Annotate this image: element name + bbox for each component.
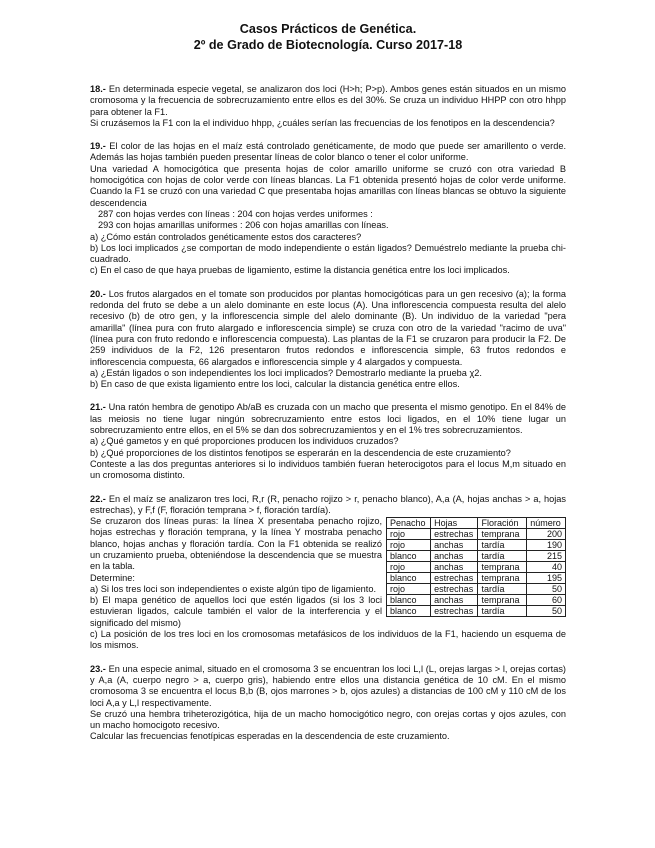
question-part-a: a) ¿Cómo están controlados genéticamente estos dos caracteres? [90,231,362,242]
data-line: 287 con hojas verdes con líneas : 204 con hojas verdes uniformes : [98,208,373,219]
table-cell: rojo [387,529,431,540]
data-line: 293 con hojas amarillas uniformes : 206 con hojas amarillas con líneas. [98,220,389,231]
table-cell: 60 [527,595,566,606]
table-row [387,606,566,617]
question-20 [90,289,566,391]
column-header: Floración [478,518,527,529]
table-cell: 40 [527,562,566,573]
question-part-a: a) ¿Qué gametos y en qué proporciones producen los individuos cruzados? [90,436,399,447]
table-row [387,595,566,606]
question-text: Una ratón hembra de genotipo Ab/aB es cruzada con un macho que presenta el mismo genotipo. En el 84% de las meiosis no tiene lugar ningún sobrecruzamiento entre estos loci ligados, en el 10% tiene lugar un sobrecruzamiento entre ellos, en el 5% se dan dos sobrecruzamientos y en el 1% tres sobrecruzamientos. [90,402,566,436]
question-text: Los frutos alargados en el tomate son producidos por plantas homocigóticas para un gen recesivo (a); la forma redonda del fruto se debe a un alelo dominante en este locus (A). Una inflorescencia compuesta resulta del alelo recesivo (b) de otro gen, y la inflorescencia simple del alelo dominante (B). Un individuo de la variedad "pera amarilla" (línea pura con fruto alargado e inflorescencia simple) se cruza con otro de la variedad "racimo de uva" (línea pura con fruto redondo e inflorescencia compuesta). Las plantas de la F1 se cruzaron para producir la F2. De 259 individuos de la F2, 126 presentaron frutos redondos e inflorescencia simple, 63 frutos redondos e inflorescencia compuesta, 66 alargados e inflorescencia simple y 4 alargados y compuesta. [90,288,566,367]
question-part-b: b) En caso de que exista ligamiento entre los loci, calcular la distancia genética entre ellos. [90,379,460,390]
table-cell: temprana [478,562,527,573]
question-part-c: c) En el caso de que haya pruebas de ligamiento, estime la distancia genética entre los loci implicados. [90,265,510,276]
table-cell: rojo [387,562,431,573]
table-cell: rojo [387,540,431,551]
page-title: Casos Prácticos de Genética. [239,22,417,36]
question-22-body [90,516,566,629]
table-cell: temprana [478,573,527,584]
question-paragraph: Se cruzó una hembra triheterozigótica, hija de un macho homocigótico negro, con orejas cortas y ojos azules, con un macho homocigoto recesivo. [90,708,566,731]
question-21 [90,402,566,481]
table-cell: anchas [431,551,478,562]
question-number: 22.- [90,493,106,504]
question-part-b: b) El mapa genético de aquellos loci que estén ligados (si los 3 loci estuvieran ligados, calcule también el valor de la interferencia y el significado del mismo) [90,595,382,628]
question-number: 20.- [90,288,106,299]
table-cell: blanco [387,595,431,606]
question-text: En el maíz se analizaron tres loci, R,r (R, penacho rojizo > r, penacho blanco), A,a (A, hojas anchas > a, hojas estrechas), y F,f (F, floración temprana > f, floración tardía). [90,493,566,515]
table-cell: 50 [527,606,566,617]
question-22 [90,494,566,652]
table-row [387,529,566,540]
table-cell: blanco [387,551,431,562]
table-cell: temprana [478,595,527,606]
question-part-a: a) ¿Están ligados o son independientes los loci implicados? Demostrarlo mediante la prueba χ2. [90,367,482,378]
question-text: El color de las hojas en el maíz está controlado genéticamente, de modo que puede ser amarillento o verde. Además las hojas también pueden presentar líneas de color blanco o tener el color uniforme. [90,141,566,163]
table-row [387,573,566,584]
question-part-a: a) Si los tres loci son independientes o existe algún tipo de ligamiento. [90,583,377,594]
question-paragraph: Una variedad A homocigótica que presenta hojas de color amarillo uniforme se cruzó con otra variedad B homocigótica con hojas de color verde con líneas blancas. La F1 obtenida presentó hojas de color verde uniforme. Cuando la F1 se cruzó con una variedad C que presentaba hojas amarillas con líneas blancas se obtuvo la siguiente descendencia [90,163,566,208]
question-prompt: Calcular las frecuencias fenotípicas esperadas en la descendencia de este cruzamiento. [90,731,450,742]
document-page [90,22,566,755]
question-part-c: c) La posición de los tres loci en los cromosomas metafásicos de los individuos de la F1, haciendo un esquema de los mismos. [90,629,566,651]
table-cell: tardía [478,606,527,617]
question-number: 19.- [90,141,106,152]
title-block [90,22,566,53]
table-cell: tardía [478,584,527,595]
question-part-c: Conteste a las dos preguntas anteriores si lo individuos también fueran heterocigotos para el locus M,m situado en un cromosoma distinto. [90,458,566,481]
table-cell: tardía [478,540,527,551]
table-row [387,551,566,562]
table-cell: estrechas [431,584,478,595]
column-header: Hojas [431,518,478,529]
table-cell: 50 [527,584,566,595]
table-cell: 190 [527,540,566,551]
table-cell: 215 [527,551,566,562]
question-number: 23.- [90,663,106,674]
table-cell: anchas [431,562,478,573]
question-19 [90,141,566,277]
table-cell: blanco [387,573,431,584]
table-cell: temprana [478,529,527,540]
table-cell: 195 [527,573,566,584]
phenotype-table [386,517,566,617]
table-cell: anchas [431,540,478,551]
table-cell: estrechas [431,606,478,617]
table-row [387,562,566,573]
table-cell: blanco [387,606,431,617]
question-prompt: Si cruzásemos la F1 con la el individuo hhpp, ¿cuáles serían las frecuencias de los fenotipos en la descendencia? [90,117,555,128]
question-22-text [90,516,382,629]
table-cell: rojo [387,584,431,595]
table-header-row [387,518,566,529]
question-text: En una especie animal, situado en el cromosoma 3 se encuentran los loci L,l (L, orejas largas > l, orejas cortas) y A,a (A, cuerpo negro > a, cuerpo gris), habiendo entre ellos una distancia genética de 10 cM. En el mismo cromosoma 3 se encuentra el locus B,b (B, ojos marrones > b, ojos azules) a distancias de 100 cM y 110 cM de los loci A,a y L,l respectivamente. [90,663,566,708]
question-text: En determinada especie vegetal, se analizaron dos loci (H>h; P>p). Ambos genes están situados en un mismo cromosoma y la frecuencia de sobrecruzamiento entre ellos es del 30%. Se cruza un individuo HHPP con otro hhpp para obtener la F1. [90,84,566,117]
table-cell: anchas [431,595,478,606]
question-paragraph: Se cruzaron dos líneas puras: la línea X presentaba penacho rojizo, hojas estrechas y floración temprana, y la línea Y mostraba penacho blanco, hojas anchas y floración tardía. Con la F1 obtenida se realizó un cruzamiento prueba, obteniéndose la descendencia que se muestra en la tabla. [90,516,382,572]
determine-label: Determine: [90,572,135,583]
question-part-b: b) ¿Qué proporciones de los distintos fenotipos se esperarán en la descendencia de este cruzamiento? [90,447,511,458]
question-number: 18.- [90,84,106,94]
question-part-b: b) Los loci implicados ¿se comportan de modo independiente o están ligados? Demuéstrelo mediante la prueba chi-cuadrado. [90,242,566,265]
question-18 [90,84,566,129]
table-cell: estrechas [431,529,478,540]
table-cell: 200 [527,529,566,540]
table-cell: estrechas [431,573,478,584]
question-23 [90,664,566,743]
table-row [387,540,566,551]
question-number: 21.- [90,402,106,413]
column-header: número [527,518,566,529]
page-subtitle: 2º de Grado de Biotecnología. Curso 2017-18 [193,37,463,52]
table-cell: tardía [478,551,527,562]
table-row [387,584,566,595]
column-header: Penacho [387,518,431,529]
